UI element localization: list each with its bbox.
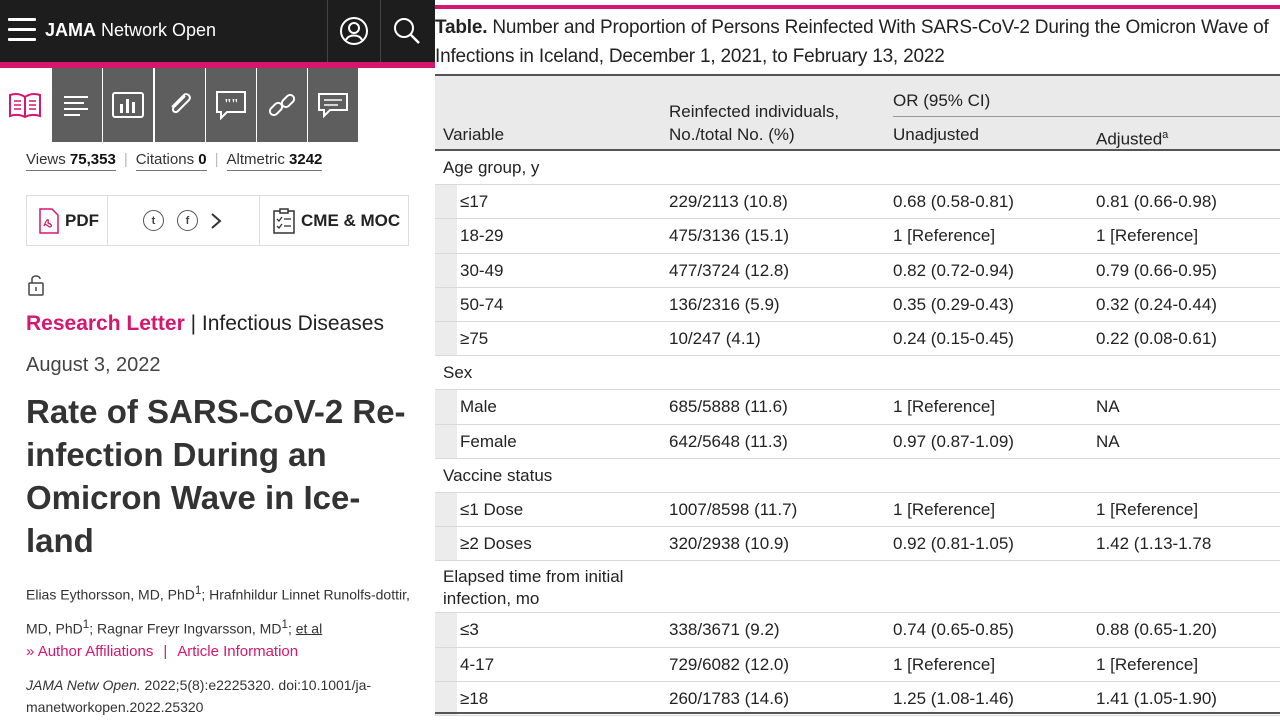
article-pane — [0, 0, 435, 720]
comments-icon — [316, 91, 350, 119]
header-reinfected-line2: No./total No. (%) — [669, 125, 795, 144]
cell-adjusted: NA — [1096, 397, 1120, 417]
cell-variable: 50-74 — [460, 294, 504, 314]
cell-unadjusted: 0.35 (0.29-0.43) — [893, 294, 1014, 314]
cell-adjusted: 1 [Reference] — [1096, 226, 1199, 246]
cell-unadjusted: 0.68 (0.58-0.81) — [893, 192, 1014, 212]
cell-unadjusted: 1 [Reference] — [893, 500, 996, 519]
row-indent-shade — [435, 493, 457, 526]
cell-variable: ≤17 — [460, 192, 489, 212]
cell-adjusted: 1 [Reference] — [1096, 500, 1199, 519]
twitter-icon: t — [143, 210, 164, 231]
svg-text:": " — [231, 97, 239, 112]
cell-unadjusted: 0.97 (0.87-1.09) — [893, 431, 1014, 451]
table-row — [435, 648, 1280, 682]
search-icon — [392, 16, 422, 46]
cell-variable: Elapsed time from initial — [443, 567, 624, 587]
row-indent-shade — [435, 682, 457, 715]
table-group-row — [435, 151, 1280, 185]
cell-adjusted: NA — [1096, 431, 1120, 451]
cell-reinfected: 260/1783 (14.6) — [669, 688, 790, 708]
cell-variable: 30-49 — [460, 260, 504, 280]
attachment-icon — [165, 90, 195, 120]
row-indent-shade — [435, 390, 457, 423]
cell-reinfected: 229/2113 (10.8) — [669, 192, 788, 212]
cell-adjusted: 1.41 (1.05-1.90) — [1096, 688, 1217, 708]
article-title: Rate of SARS-CoV-2 Re-infection During an Omicron Wave in Ice-land — [26, 393, 406, 559]
table-group-row — [435, 561, 1280, 613]
cell-variable: Age group, y — [443, 158, 540, 177]
tab-cite[interactable] — [206, 68, 256, 142]
cell-unadjusted: 0.74 (0.65-0.85) — [893, 620, 1014, 640]
citations-metric[interactable]: Citations 0 — [136, 151, 207, 171]
tab-article[interactable] — [0, 68, 50, 142]
accent-divider — [435, 5, 1280, 9]
text-icon — [62, 93, 92, 117]
row-indent-shade — [435, 322, 457, 355]
row-indent-shade — [435, 648, 457, 681]
cell-variable: 18-29 — [460, 226, 504, 246]
article-kicker: Research Letter | Infectious Diseases — [26, 312, 384, 335]
svg-text:": " — [224, 97, 232, 112]
table-pane — [435, 0, 1280, 720]
table-row — [435, 613, 1280, 647]
article-info-links: » Author Affiliations | Article Information — [26, 643, 299, 660]
table-row — [435, 288, 1280, 322]
link-icon — [266, 89, 298, 121]
table-group-row — [435, 459, 1280, 493]
cme-moc-button[interactable] — [273, 196, 400, 245]
row-indent-shade — [435, 425, 457, 458]
cell-reinfected: 642/5648 (11.3) — [669, 431, 788, 451]
cell-variable: Male — [460, 397, 497, 417]
table-row — [435, 390, 1280, 424]
article-information-link[interactable]: Article Information — [177, 643, 299, 660]
row-indent-shade — [435, 219, 457, 252]
tab-related[interactable] — [257, 68, 307, 142]
divider — [107, 196, 108, 245]
header-adjusted: Adjusted$^a$ — [1096, 129, 1169, 149]
cell-reinfected: 729/6082 (12.0) — [669, 654, 790, 674]
article-metrics: Views 75,353 | Citations 0 | Altmetric 3242 — [26, 151, 322, 171]
row-divider — [435, 715, 1280, 716]
more-share-button[interactable] — [209, 196, 223, 245]
cell-adjusted: 1 [Reference] — [1096, 654, 1199, 674]
article-action-bar — [26, 195, 409, 246]
user-account-button[interactable] — [327, 0, 379, 62]
cme-moc-label: CME & MOC — [301, 210, 401, 230]
table-row — [435, 254, 1280, 288]
cell-adjusted: 0.22 (0.08-0.61) — [1096, 329, 1217, 348]
cell-adjusted: 0.88 (0.65-1.20) — [1096, 620, 1217, 640]
pdf-icon — [37, 208, 61, 234]
user-icon — [339, 16, 369, 46]
menu-icon[interactable] — [8, 18, 36, 42]
cell-reinfected: 338/3671 (9.2) — [669, 620, 780, 640]
author-list: Elias Eythorsson, MD, PhD$^1$; Hrafnhildur Linnet Runolfs-dottir, MD, PhD$^1$; Ragnar Freyr Ingvarsson, $MD^1$; et al — [26, 584, 410, 637]
header-group-rule — [893, 116, 1280, 117]
cell-reinfected: 10/247 (4.1) — [669, 329, 761, 348]
table-row — [435, 425, 1280, 459]
row-indent-shade — [435, 288, 457, 321]
cell-unadjusted: 0.82 (0.72-0.94) — [893, 260, 1014, 280]
views-metric[interactable]: Views 75,353 — [26, 151, 116, 171]
citation-text: JAMA Netw Open. 2022;5(8):e2225320. doi:10.1001/ja-manetworkopen.2022.25320 — [26, 677, 372, 715]
et-al-link[interactable]: et al — [295, 620, 323, 637]
cell-variable: ≤3 — [460, 620, 479, 640]
unlock-icon — [27, 273, 47, 302]
header-or-group: OR (95% CI) — [893, 91, 991, 110]
cell-variable: ≥75 — [460, 329, 489, 348]
row-indent-shade — [435, 613, 457, 646]
cell-adjusted: 0.79 (0.66-0.95) — [1096, 260, 1217, 280]
cell-reinfected: 475/3136 (15.1) — [669, 226, 790, 246]
table-title: Table. Number and Proportion of Persons Reinfected With SARS-CoV-2 During the Omicron Wave of Infections in Iceland, December 1, 2021, to February 13, 2022 — [435, 17, 1269, 67]
table-row — [435, 322, 1280, 356]
cell-unadjusted: 1.25 (1.08-1.46) — [893, 688, 1014, 708]
row-indent-shade — [435, 527, 457, 560]
author-affiliations-link[interactable]: Author Affiliations — [37, 643, 154, 660]
cell-unadjusted: 1 [Reference] — [893, 654, 996, 674]
cell-variable: Sex — [443, 363, 473, 383]
article-type-link[interactable]: Research Letter — [26, 312, 185, 335]
header-variable: Variable — [443, 125, 505, 144]
cell-variable: 4-17 — [460, 654, 495, 674]
journal-brand[interactable]: JAMA Network Open — [45, 20, 217, 40]
pdf-button[interactable] — [37, 196, 109, 245]
cell-variable: Vaccine status — [443, 465, 553, 485]
share-facebook-button[interactable] — [177, 196, 198, 245]
table-row — [435, 527, 1280, 561]
cell-variable-line2: infection, mo — [443, 589, 540, 609]
article-tools-bar — [0, 68, 435, 142]
table-row — [435, 682, 1280, 716]
divider — [259, 196, 260, 245]
cell-unadjusted: 0.92 (0.81-1.05) — [893, 534, 1014, 554]
tab-figures[interactable] — [103, 68, 153, 142]
cell-unadjusted: 1 [Reference] — [893, 226, 996, 246]
cme-icon — [273, 208, 295, 234]
pdf-label: PDF — [65, 210, 99, 230]
cell-variable: Female — [460, 431, 517, 451]
tab-supplemental[interactable] — [155, 68, 205, 142]
cell-reinfected: 477/3724 (12.8) — [669, 260, 790, 280]
cell-reinfected: 136/2316 (5.9) — [669, 294, 780, 314]
table-row — [435, 185, 1280, 219]
article-category-link[interactable]: Infectious Diseases — [201, 312, 384, 335]
top-navigation-bar — [0, 0, 435, 62]
tab-fulltext[interactable] — [52, 68, 102, 142]
table-bottom-rule — [435, 712, 1280, 714]
table-group-row — [435, 356, 1280, 390]
tab-comments[interactable] — [308, 68, 358, 142]
figures-icon — [112, 92, 144, 118]
cell-reinfected: 320/2938 (10.9) — [669, 534, 790, 554]
cell-reinfected: 685/5888 (11.6) — [669, 397, 788, 417]
header-unadjusted: Unadjusted — [893, 125, 980, 144]
cell-variable: ≥2 Doses — [460, 534, 532, 554]
row-indent-shade — [435, 254, 457, 287]
cell-unadjusted: 1 [Reference] — [893, 397, 996, 417]
row-indent-shade — [435, 185, 457, 218]
article-icon — [8, 91, 42, 119]
share-twitter-button[interactable] — [143, 196, 164, 245]
search-button[interactable] — [380, 0, 432, 62]
altmetric-metric[interactable]: Altmetric 3242 — [227, 151, 323, 171]
cell-adjusted: 1.42 (1.13-1.78 — [1096, 534, 1212, 554]
chevron-right-icon — [209, 212, 223, 230]
header-reinfected-line1: Reinfected individuals, — [669, 102, 840, 121]
table-row — [435, 219, 1280, 253]
cell-variable: ≤1 Dose — [460, 500, 524, 519]
cell-variable: ≥18 — [460, 688, 489, 708]
cell-reinfected: 1007/8598 (11.7) — [669, 500, 798, 519]
facebook-icon: f — [177, 210, 198, 231]
quote-icon — [215, 90, 247, 120]
chevron-double-right-icon: » — [26, 643, 35, 660]
cell-adjusted: 0.81 (0.66-0.98) — [1096, 192, 1217, 212]
table-row — [435, 493, 1280, 527]
cell-unadjusted: 0.24 (0.15-0.45) — [893, 329, 1014, 348]
cell-adjusted: 0.32 (0.24-0.44) — [1096, 294, 1217, 314]
publication-date: August 3, 2022 — [26, 354, 161, 376]
